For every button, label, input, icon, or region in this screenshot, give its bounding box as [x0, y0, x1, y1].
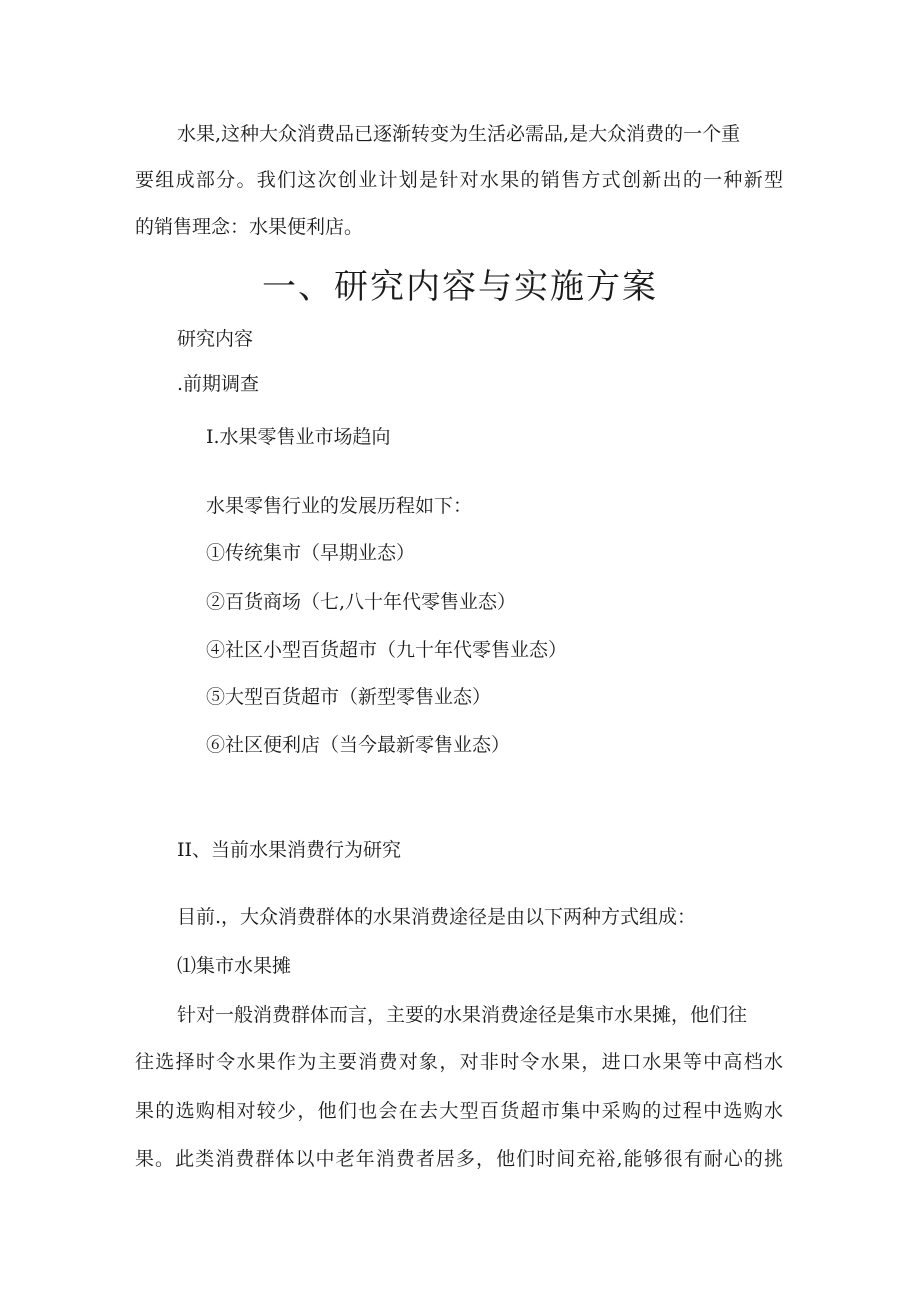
section-title: 一、研究内容与实施方案 — [262, 267, 658, 307]
research-content-label: 研究内容 — [177, 328, 254, 350]
subsection-1-title: I.水果零售业市场趋向 — [206, 426, 391, 448]
list-item: ⑤大型百货超市（新型零售业态） — [206, 686, 492, 708]
subsection-2-item-1: ⑴集市水果摊 — [177, 955, 292, 977]
paragraph-line: 果。此类消费群体以中老年消费者居多，他们时间充裕,能够很有耐心的挑 — [135, 1148, 783, 1170]
intro-line-1: 水果,这种大众消费品已逐渐转变为生活必需品,是大众消费的一个重 — [177, 123, 741, 145]
list-item: ⑥社区便利店（当今最新零售业态） — [206, 734, 511, 756]
list-item: ④社区小型百货超市（九十年代零售业态） — [206, 639, 568, 661]
list-item: ②百货商场（七,八十年代零售业态） — [206, 591, 517, 613]
paragraph-line: 针对一般消费群体而言，主要的水果消费途径是集市水果摊，他们往 — [177, 1004, 748, 1026]
subsection-2-lead: 目前.，大众消费群体的水果消费途径是由以下两种方式组成： — [177, 906, 697, 928]
list-item: ①传统集市（早期业态） — [206, 542, 416, 564]
preliminary-survey-label: .前期调查 — [177, 373, 260, 395]
paragraph-line: 果的选购相对较少，他们也会在去大型百货超市集中采购的过程中选购水 — [135, 1100, 783, 1122]
intro-line-2: 要组成部分。我们这次创业计划是针对水果的销售方式创新出的一种新型 — [135, 169, 783, 191]
subsection-1-lead: 水果零售行业的发展历程如下： — [206, 495, 473, 517]
subsection-2-title: II、当前水果消费行为研究 — [177, 839, 402, 861]
intro-line-3: 的销售理念：水果便利店。 — [135, 216, 364, 238]
paragraph-line: 往选择时令水果作为主要消费对象，对非时令水果，进口水果等中高档水 — [135, 1051, 783, 1073]
